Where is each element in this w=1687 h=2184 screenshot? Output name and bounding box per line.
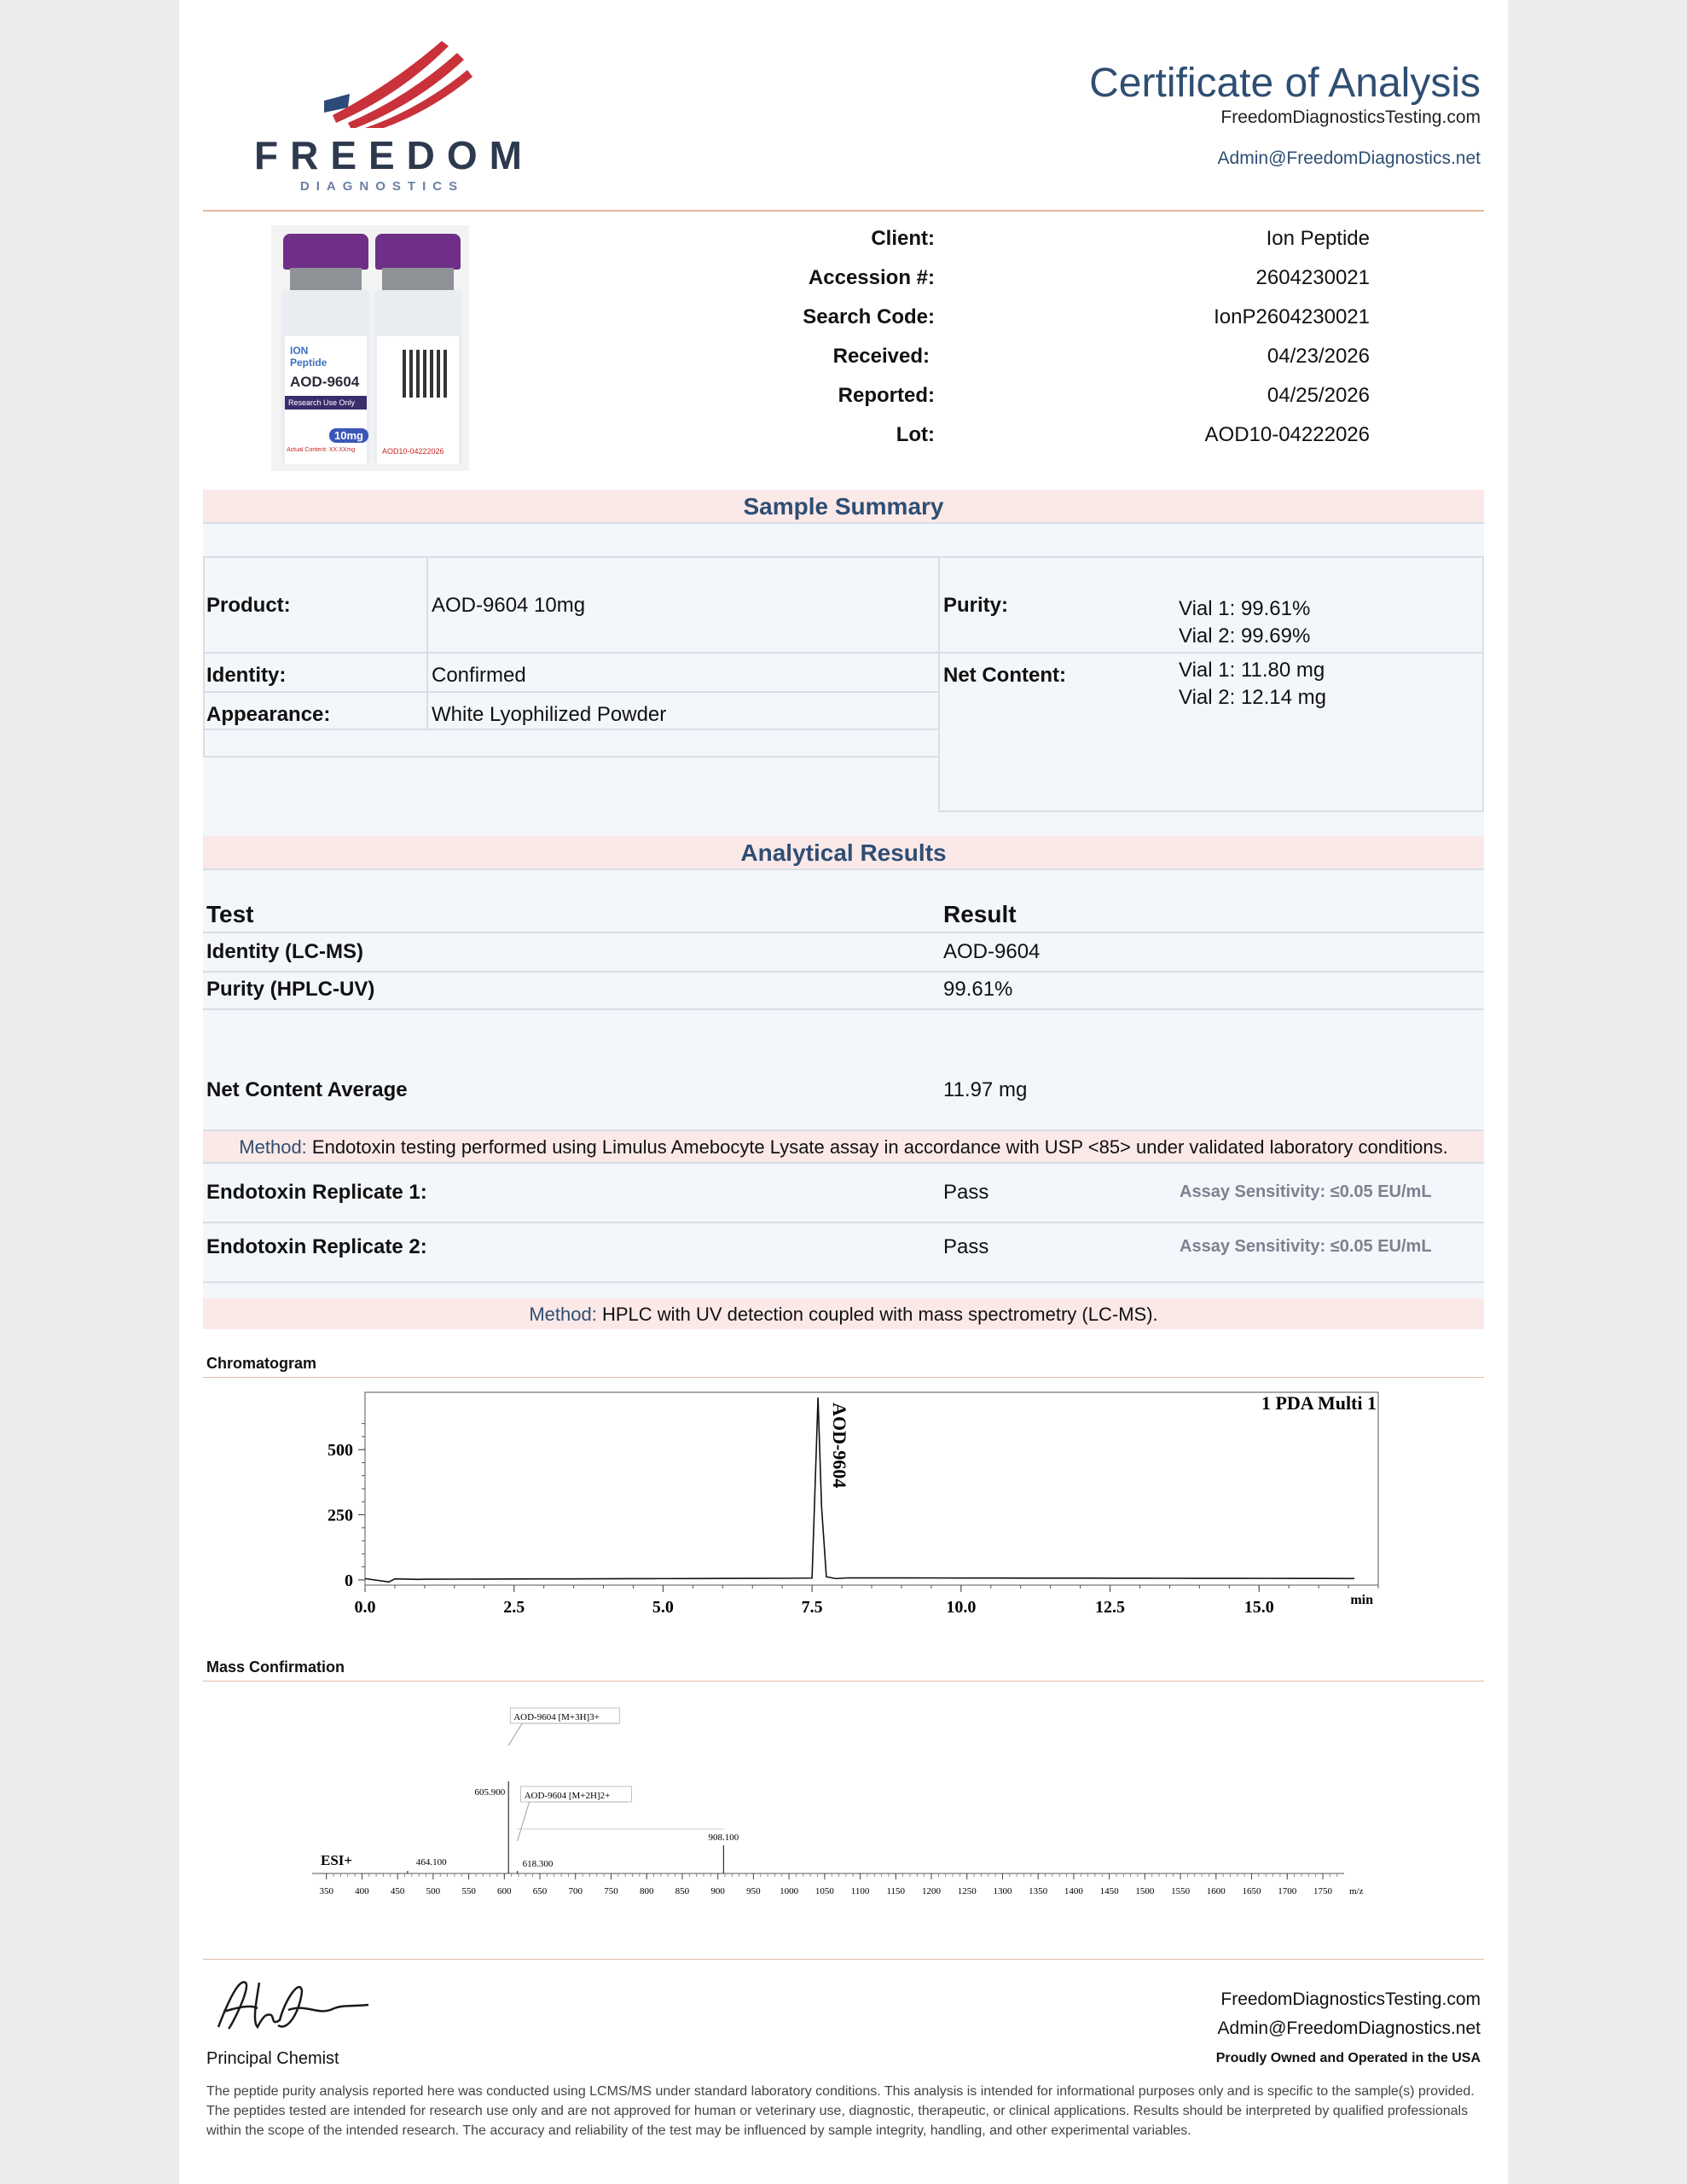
logo-subtitle: DIAGNOSTICS	[299, 179, 465, 194]
purity-vial-1: Vial 1: 99.61%	[1179, 597, 1311, 620]
identity-label: Identity:	[206, 664, 287, 687]
product-label: Product:	[206, 594, 291, 617]
header-website: FreedomDiagnosticsTesting.com	[1220, 107, 1481, 127]
y-tick-label: 0	[345, 1571, 353, 1590]
chromatogram-divider	[203, 1377, 1484, 1378]
net-content-vial-2: Vial 2: 12.14 mg	[1179, 686, 1327, 709]
annotation-3h: AOD-9604 [M+3H]3+	[513, 1712, 600, 1722]
assay-sensitivity: Assay Sensitivity: ≤0.05 EU/mL	[1180, 1182, 1432, 1201]
signature-icon	[206, 1966, 377, 2042]
x-tick-label: 1350	[1029, 1886, 1048, 1896]
purity-vial-2: Vial 2: 99.69%	[1179, 624, 1311, 648]
x-unit: min	[1350, 1593, 1373, 1607]
x-tick-label: 1200	[922, 1886, 941, 1896]
results-header-row	[203, 870, 1484, 938]
test-result: 99.61%	[943, 978, 1013, 1001]
logo	[254, 34, 534, 205]
x-tick-label: 1400	[1064, 1886, 1083, 1896]
x-tick-label: 1300	[993, 1886, 1012, 1896]
x-tick-label: 650	[532, 1886, 548, 1896]
reported-label: Reported:	[838, 384, 935, 407]
y-tick-label: 500	[328, 1441, 353, 1461]
endotoxin-result: Pass	[943, 1235, 989, 1258]
appearance-value: White Lyophilized Powder	[432, 703, 667, 726]
x-tick-label: 0.0	[354, 1598, 376, 1617]
x-tick-label: 800	[639, 1886, 654, 1896]
test-result: 11.97 mg	[943, 1078, 1028, 1101]
client-value: Ion Peptide	[1266, 227, 1370, 250]
x-tick-label: 400	[355, 1886, 369, 1896]
received-value: 04/23/2026	[1267, 345, 1370, 368]
identity-value: Confirmed	[432, 664, 526, 687]
annotation-2h: AOD-9604 [M+2H]2+	[524, 1791, 611, 1801]
table-row	[203, 1010, 1484, 1131]
product-value: AOD-9604 10mg	[432, 594, 586, 617]
analytical-results-title: Analytical Results	[740, 839, 947, 866]
x-tick-label: 1700	[1278, 1886, 1297, 1896]
x-tick-label: 1150	[886, 1886, 906, 1896]
vial-lot: AOD10-04222026	[382, 447, 444, 456]
search-code-label: Search Code:	[803, 305, 935, 328]
vial-net-content: Actual Content: XX.XXmg	[287, 447, 356, 453]
vial-dose: 10mg	[329, 428, 368, 443]
method-text: Endotoxin testing performed using Limulus Amebocyte Lysate assay in accordance with USP <85> under validated laboratory conditions.	[311, 1136, 1448, 1158]
x-tick-label: 500	[426, 1886, 441, 1896]
x-tick-label: 1050	[815, 1886, 834, 1896]
lot-label: Lot:	[896, 423, 935, 446]
x-tick-label: 350	[319, 1886, 333, 1896]
principal-chemist: Principal Chemist	[206, 2049, 339, 2068]
annotation-leader	[518, 1802, 629, 1841]
x-tick-label: 850	[675, 1886, 690, 1896]
x-tick-label: 2.5	[503, 1598, 525, 1617]
lcms-method-band	[203, 1298, 1484, 1329]
mass-spectrum-chart	[203, 1682, 1484, 1947]
test-name: Net Content Average	[206, 1078, 408, 1101]
client-info	[203, 225, 1484, 473]
certificate-sheet	[179, 0, 1508, 2184]
endotoxin-method	[203, 1136, 1484, 1159]
logo-word: FREEDOM	[254, 133, 534, 177]
x-tick-label: 600	[497, 1886, 512, 1896]
x-tick-label: 950	[746, 1886, 761, 1896]
chromatogram-trace	[365, 1397, 1354, 1582]
page-title: Certificate of Analysis	[1089, 61, 1481, 106]
col-test: Test	[206, 901, 254, 927]
col-result: Result	[943, 901, 1017, 927]
method-prefix: Method:	[239, 1136, 307, 1158]
endotoxin-label: Endotoxin Replicate 1:	[206, 1181, 427, 1204]
x-tick-label: 1250	[957, 1886, 977, 1896]
signature	[206, 1966, 377, 2042]
ionization-mode: ESI+	[321, 1852, 353, 1868]
vial-ruo: Research Use Only	[285, 396, 367, 410]
lot-value: AOD10-04222026	[1204, 423, 1370, 446]
footer-email: Admin@FreedomDiagnostics.net	[1217, 2018, 1481, 2038]
purity-label: Purity:	[943, 594, 1009, 617]
assay-sensitivity: Assay Sensitivity: ≤0.05 EU/mL	[1180, 1237, 1432, 1256]
x-tick-label: 5.0	[652, 1598, 674, 1617]
x-tick-label: 7.5	[801, 1598, 823, 1617]
peak-value-label: 464.100	[415, 1857, 447, 1867]
peak-label: AOD-9604	[829, 1403, 851, 1489]
reported-value: 04/25/2026	[1267, 384, 1370, 407]
annotation-leader	[508, 1723, 619, 1745]
x-tick-label: 1550	[1171, 1886, 1191, 1896]
analytical-results-header	[203, 836, 1484, 870]
x-tick-label: 1100	[850, 1886, 870, 1896]
chromatogram-legend: 1 PDA Multi 1	[1261, 1392, 1377, 1414]
peak-value-label: 618.300	[522, 1859, 554, 1869]
footer-divider	[203, 1959, 1484, 1960]
vial-brand: ION Peptide	[290, 345, 328, 369]
endotoxin-result: Pass	[943, 1181, 989, 1204]
appearance-label: Appearance:	[206, 703, 331, 726]
x-tick-label: 900	[710, 1886, 725, 1896]
search-code-value: IonP2604230021	[1214, 305, 1370, 328]
accession-label: Accession #:	[808, 266, 935, 289]
received-label: Received:	[832, 345, 930, 368]
vial-name: AOD-9604	[290, 374, 360, 390]
x-tick-label: 10.0	[946, 1598, 977, 1617]
x-tick-label: 15.0	[1244, 1598, 1274, 1617]
test-name: Purity (HPLC-UV)	[206, 978, 375, 1001]
sample-summary-title: Sample Summary	[743, 493, 944, 520]
header-email: Admin@FreedomDiagnostics.net	[1217, 148, 1481, 168]
x-tick-label: 450	[390, 1886, 405, 1896]
header-divider	[203, 210, 1484, 212]
method-prefix: Method:	[529, 1304, 597, 1325]
disclaimer: The peptide purity analysis reported here was conducted using LCMS/MS under standard laboratory conditions. This analysis is intended for informational purposes only and is specific to the sample(s) provided. The peptides tested are intended for research use only and are not approved for human or veterinary use, diagnostic, therapeutic, or clinical applications. Results should be interpreted by qualified professionals within the scope of the intended research. The accuracy and reliability of the test may be influenced by sample integrity, handling, and other experimental variables.	[206, 2084, 1475, 2138]
y-tick-label: 250	[328, 1506, 353, 1525]
table-row	[203, 933, 1484, 973]
certificate-page	[203, 24, 1484, 2160]
chromatogram-label: Chromatogram	[206, 1355, 317, 1372]
client-label: Client:	[871, 227, 935, 250]
table-row	[203, 973, 1484, 1010]
mass-confirmation-label: Mass Confirmation	[206, 1658, 345, 1676]
accession-value: 2604230021	[1255, 266, 1370, 289]
x-tick-label: 1000	[780, 1886, 799, 1896]
test-name: Identity (LC-MS)	[206, 940, 363, 963]
table-row	[203, 1164, 1484, 1223]
lcms-method	[203, 1304, 1484, 1326]
net-content-vial-1: Vial 1: 11.80 mg	[1179, 659, 1325, 682]
endotoxin-method-band	[203, 1131, 1484, 1164]
x-tick-label: 1500	[1135, 1886, 1155, 1896]
flag-stripes-icon	[314, 34, 476, 128]
peak-value-label: 908.100	[708, 1833, 739, 1843]
endotoxin-label: Endotoxin Replicate 2:	[206, 1235, 427, 1258]
mass-divider	[203, 1681, 1484, 1682]
method-text: HPLC with UV detection coupled with mass spectrometry (LC-MS).	[601, 1304, 1158, 1325]
x-tick-label: 1450	[1099, 1886, 1119, 1896]
net-content-label: Net Content:	[943, 664, 1066, 687]
x-tick-label: 12.5	[1095, 1598, 1126, 1617]
footer-website: FreedomDiagnosticsTesting.com	[1220, 1989, 1481, 2009]
x-tick-label: 700	[568, 1886, 583, 1896]
x-unit: m/z	[1349, 1886, 1364, 1896]
peak-value-label: 605.900	[474, 1787, 506, 1798]
sample-summary-header	[203, 490, 1484, 524]
footer-tagline: Proudly Owned and Operated in the USA	[1215, 2051, 1481, 2065]
table-row	[203, 1223, 1484, 1283]
x-tick-label: 550	[461, 1886, 476, 1896]
chromatogram-chart	[203, 1379, 1484, 1669]
x-tick-label: 1750	[1313, 1886, 1332, 1896]
test-result: AOD-9604	[943, 940, 1041, 963]
x-tick-label: 1650	[1242, 1886, 1261, 1896]
x-tick-label: 750	[604, 1886, 618, 1896]
chromatogram-frame	[365, 1392, 1378, 1585]
x-tick-label: 1600	[1206, 1886, 1226, 1896]
summary-left-table	[203, 556, 938, 758]
